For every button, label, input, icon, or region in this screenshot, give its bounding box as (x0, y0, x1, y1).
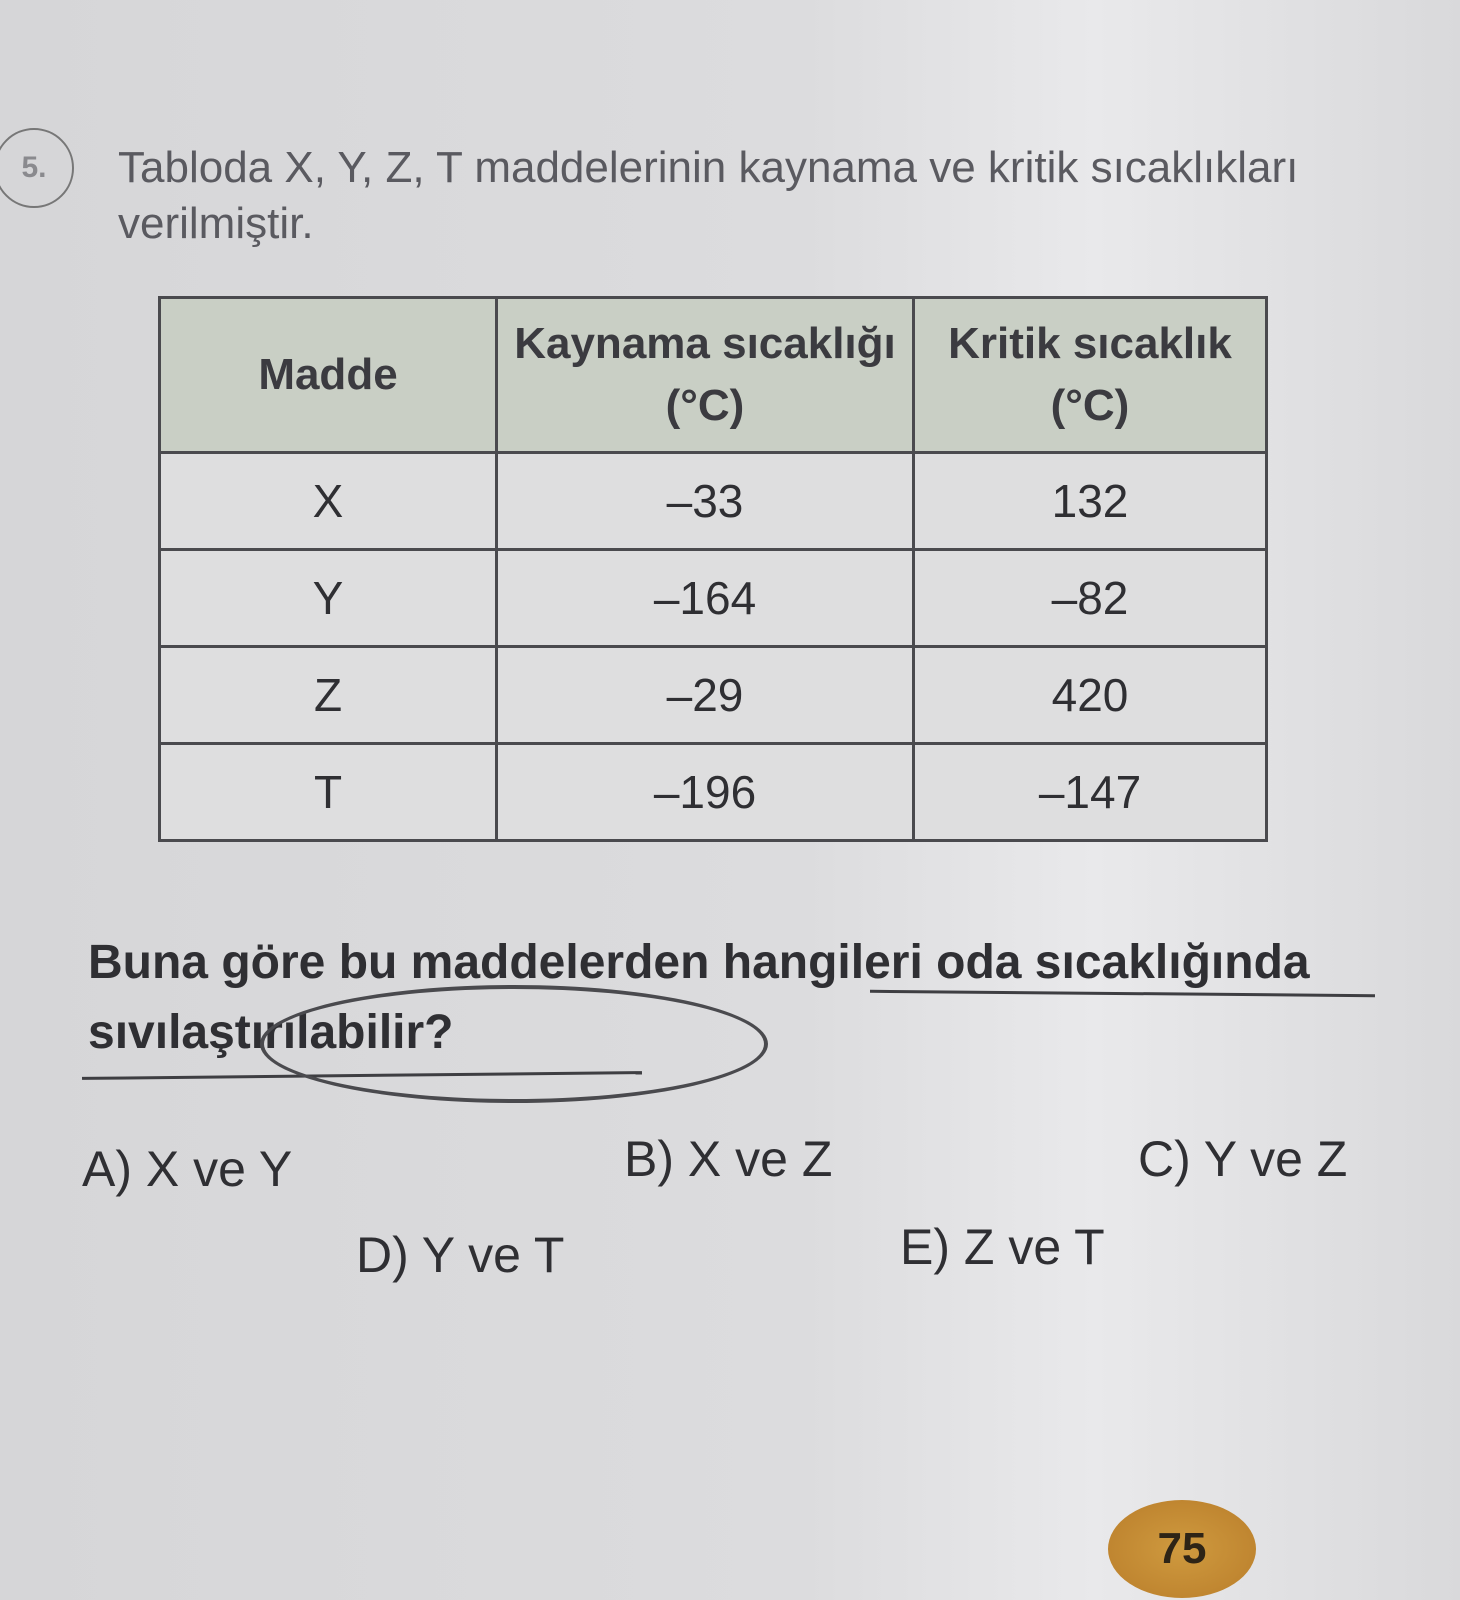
cell-boiling: –29 (497, 647, 914, 744)
question-intro: Tabloda X, Y, Z, T maddelerinin kaynama ve kritik sıcaklıkları verilmiştir. (118, 143, 1299, 248)
cell-boiling: –196 (497, 744, 914, 841)
header-boiling-temperature: Kaynama sıcaklığı (°C) (497, 298, 914, 453)
table-row (160, 647, 1267, 744)
option-c[interactable]: C) Y ve Z (1138, 1131, 1348, 1187)
cell-critical: –82 (914, 550, 1267, 647)
question-number: 5. (0, 128, 74, 208)
cell-critical: 132 (914, 453, 1267, 550)
cell-boiling: –33 (497, 453, 914, 550)
temperature-table (158, 296, 1268, 842)
option-d[interactable]: D) Y ve T (356, 1227, 565, 1283)
option-e[interactable]: E) Z ve T (900, 1219, 1105, 1275)
cell-substance: X (160, 453, 497, 550)
table-header-row (160, 298, 1267, 453)
header-critical-temperature: Kritik sıcaklık (°C) (914, 298, 1267, 453)
table-row (160, 744, 1267, 841)
header-madde: Madde (160, 298, 497, 453)
cell-critical: –147 (914, 744, 1267, 841)
option-b[interactable]: B) X ve Z (624, 1131, 833, 1187)
pen-circle-mark (260, 985, 768, 1103)
table-row (160, 550, 1267, 647)
table-row (160, 453, 1267, 550)
cell-substance: T (160, 744, 497, 841)
data-table-container (158, 296, 1268, 842)
option-a[interactable]: A) X ve Y (82, 1141, 293, 1197)
cell-substance: Y (160, 550, 497, 647)
question-prompt: Buna göre bu maddelerden hangileri oda sıcaklığında sıvılaştırılabilir? (88, 936, 1310, 1059)
cell-critical: 420 (914, 647, 1267, 744)
cell-substance: Z (160, 647, 497, 744)
page-number-badge: 75 (1108, 1500, 1256, 1598)
cell-boiling: –164 (497, 550, 914, 647)
